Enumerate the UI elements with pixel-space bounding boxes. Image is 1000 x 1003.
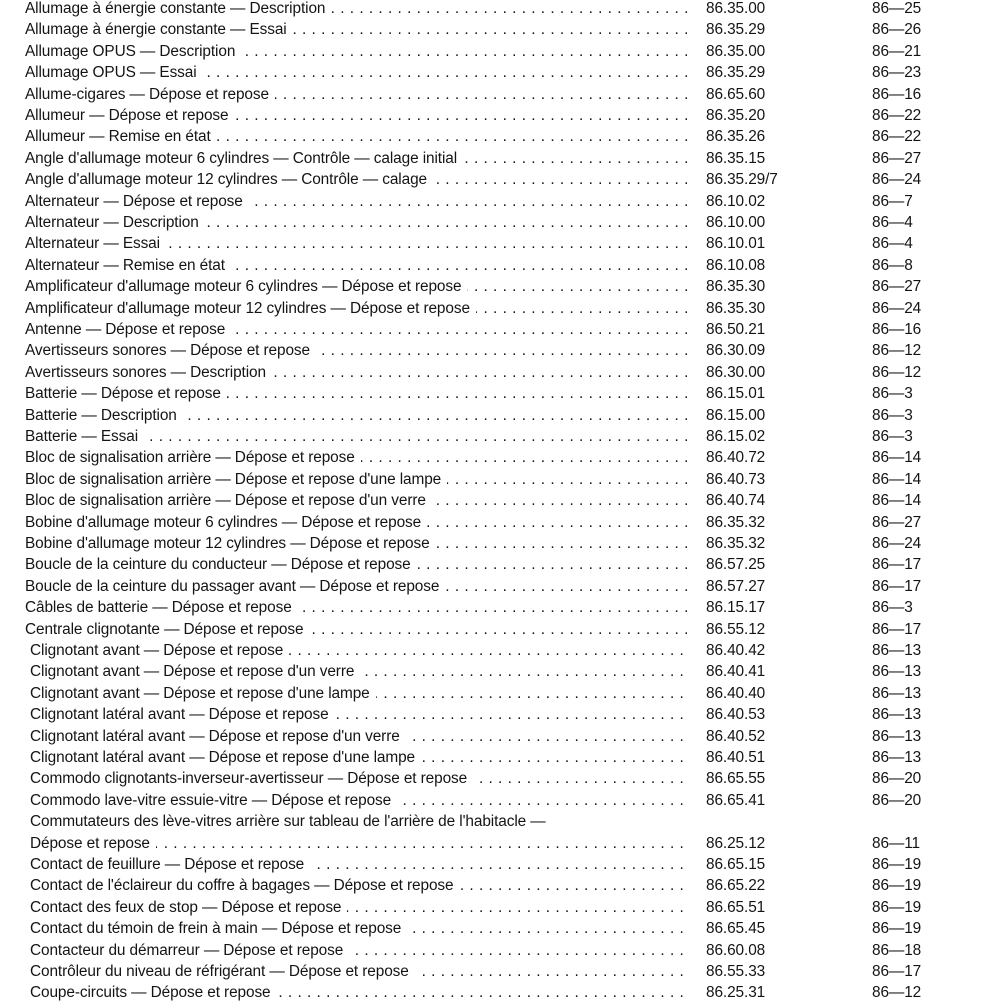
index-entry [0,340,1000,361]
operation-code: 86.40.41 [706,663,766,681]
operation-code: 86.35.32 [706,513,766,531]
page-reference: 86—24 [872,535,922,552]
entry-title-text: Allumage à énergie constante — Essai [25,21,293,38]
operation-code: 86.65.15 [706,856,766,873]
index-entry [0,169,1000,190]
entry-title-text: Allumage à énergie constante — Description [25,0,331,17]
operation-code: 86.15.17 [706,599,766,617]
entry-title-text: Boucle de la ceinture du passager avant — Dépose et repose [25,578,445,595]
entry-title-text: Alternateur — Remise en état [25,257,231,274]
operation-code: 86.35.32 [706,535,766,552]
entry-title [30,833,688,854]
entry-title-text: Câbles de batterie — Dépose et repose [25,599,298,616]
operation-code: 86.55.33 [706,963,766,980]
entry-title-text: Alternateur — Essai [25,235,166,252]
entry-title [30,875,688,896]
entry-title-text: Amplificateur d'allumage moteur 12 cylindres — Dépose et repose [25,300,476,317]
index-entry [0,126,1000,147]
entry-title [30,747,688,768]
entry-title [25,255,688,276]
entry-title-text: Bobine d'allumage moteur 12 cylindres — Dépose et repose [25,535,436,552]
page-reference: 86—13 [872,727,922,745]
page-reference: 86—20 [872,791,922,809]
operation-code: 86.65.41 [706,791,766,809]
page-reference: 86—13 [872,663,922,681]
index-entry [0,405,1000,426]
operation-code: 86.40.73 [706,470,766,488]
entry-title-text: Bloc de signalisation arrière — Dépose et repose d'un verre [25,492,432,509]
operation-code: 86.65.55 [706,770,766,788]
entry-title-text: Clignotant latéral avant — Dépose et repose [30,706,335,723]
entry-title [25,597,688,618]
index-entry [0,661,1000,682]
operation-code: 86.40.42 [706,642,766,659]
index-entry [0,576,1000,597]
entry-title-text: Amplificateur d'allumage moteur 6 cylindres — Dépose et repose [25,278,467,295]
index-entry [0,62,1000,83]
entry-title-text: Commodo lave-vitre essuie-vitre — Dépose et repose [30,792,397,809]
entry-title-text: Coupe-circuits — Dépose et repose [30,984,277,1001]
entry-title [25,533,688,554]
index-entry [0,490,1000,511]
entry-title-text: Commutateurs des lève-vitres arrière sur tableau de l'arrière de l'habitacle — [30,813,552,830]
entry-title-text: Batterie — Description [25,407,183,424]
page-reference: 86—3 [872,599,913,617]
entry-title [25,276,688,297]
page-reference: 86—14 [872,449,922,467]
index-entry [0,640,1000,661]
page-reference: 86—3 [872,428,913,445]
entry-title [25,126,688,147]
entry-title [25,554,688,575]
operation-code: 86.35.00 [706,0,766,17]
operation-code: 86.55.12 [706,620,766,638]
operation-code: 86.65.51 [706,898,766,916]
page-reference: 86—7 [872,192,913,210]
index-entry [0,469,1000,490]
operation-code: 86.15.02 [706,428,766,445]
index-entry [0,918,1000,939]
page-reference: 86—21 [872,42,922,60]
entry-title [25,319,688,340]
index-entry [0,961,1000,982]
entry-title-text: Clignotant latéral avant — Dépose et repose d'un verre [30,728,406,745]
operation-code: 86.35.30 [706,299,766,317]
index-entry [0,683,1000,704]
index-entry [0,790,1000,811]
operation-code: 86.15.00 [706,406,766,424]
entry-title-text: Bobine d'allumage moteur 6 cylindres — Dépose et repose [25,514,427,531]
operation-code: 86.40.51 [706,749,766,766]
page-reference: 86—23 [872,64,922,82]
entry-title-text: Boucle de la ceinture du conducteur — Dépose et repose [25,556,417,573]
operation-code: 86.10.02 [706,192,766,210]
operation-code: 86.10.00 [706,214,766,231]
index-entry [0,255,1000,276]
entry-title-text: Contacteur du démarreur — Dépose et repose [30,942,349,959]
operation-code: 86.35.15 [706,149,766,167]
entry-title-text: Centrale clignotante — Dépose et repose [25,621,309,638]
operation-code: 86.57.25 [706,556,766,574]
index-entry [0,597,1000,618]
index-entry [0,148,1000,169]
page-reference: 86—19 [872,898,922,916]
page-reference: 86—27 [872,278,922,296]
page-reference: 86—19 [872,920,922,938]
entry-title [25,362,688,383]
page-reference: 86—16 [872,85,922,103]
page-reference: 86—12 [872,984,922,1002]
page-reference: 86—11 [872,834,920,852]
page-reference: 86—20 [872,770,922,788]
index-entry [0,619,1000,640]
index-entry [0,319,1000,340]
entry-title [25,212,688,233]
entry-title [25,105,688,126]
operation-code: 86.65.22 [706,877,766,895]
entry-title [30,683,688,704]
entry-title [30,661,688,682]
entry-title-text: Allumage OPUS — Essai [25,64,203,81]
operation-code: 86.40.72 [706,449,766,467]
page-reference: 86—27 [872,149,922,167]
entry-title [25,0,688,19]
page-reference: 86—17 [872,556,922,574]
page-reference: 86—24 [872,171,922,189]
index-entry [0,940,1000,961]
index-entry [0,19,1000,40]
index-entry [0,747,1000,768]
entry-title [25,576,688,597]
entry-title-text: Avertisseurs sonores — Description [25,364,272,381]
entry-title-text: Batterie — Dépose et repose [25,385,227,402]
entry-title [25,383,688,404]
entry-title-text: Contact des feux de stop — Dépose et repose [30,899,347,916]
operation-code: 86.57.27 [706,577,766,595]
page-reference: 86—4 [872,214,913,231]
entry-title [25,62,688,83]
index-entry [0,704,1000,725]
page-reference: 86—17 [872,577,922,595]
index-entry [0,726,1000,747]
entry-title [30,897,688,918]
page-reference: 86—13 [872,749,922,766]
entry-title-text: Bloc de signalisation arrière — Dépose et repose d'une lampe [25,471,447,488]
index-entry [0,897,1000,918]
entry-title [25,41,688,62]
index-entry [0,426,1000,447]
operation-code: 86.40.52 [706,727,766,745]
entry-title [30,790,688,811]
entry-title-text: Alternateur — Dépose et repose [25,193,249,210]
index-entry [0,512,1000,533]
page-reference: 86—19 [872,877,922,895]
index-entry [0,212,1000,233]
entry-title [30,854,688,875]
index-entry [0,533,1000,554]
page-reference: 86—16 [872,321,922,338]
entry-title [25,469,688,490]
entry-title [30,768,688,789]
index-entry [0,105,1000,126]
index-entry [0,84,1000,105]
page-reference: 86—3 [872,406,913,424]
operation-code: 86.35.30 [706,278,766,296]
entry-title [25,19,688,40]
page-reference: 86—12 [872,342,922,360]
entry-title-text: Batterie — Essai [25,428,144,445]
page-reference: 86—26 [872,21,922,39]
entry-title-text: Allume-cigares — Dépose et repose [25,86,275,103]
index-entry [0,554,1000,575]
page-reference: 86—14 [872,492,922,510]
index-entry [0,811,1000,832]
operation-code: 86.50.21 [706,321,766,338]
index-entry [0,875,1000,896]
entry-title-text: Alternateur — Description [25,214,205,231]
index-entry [0,854,1000,875]
entry-title [30,940,688,961]
operation-code: 86.25.12 [706,834,766,852]
operation-code: 86.35.20 [706,107,766,124]
page-reference: 86—24 [872,299,922,317]
entry-title-text: Clignotant avant — Dépose et repose d'un verre [30,663,360,680]
page-reference: 86—3 [872,385,913,403]
entry-title-text: Commodo clignotants-inverseur-avertisseur — Dépose et repose [30,770,473,787]
operation-code: 86.25.31 [706,984,766,1002]
entry-title [30,704,688,725]
entry-title [30,726,688,747]
entry-title-text: Allumage OPUS — Description [25,43,241,60]
index-entry [0,768,1000,789]
entry-title [25,148,688,169]
page-reference: 86—13 [872,642,922,659]
entry-title-text: Allumeur — Remise en état [25,128,217,145]
page-reference: 86—14 [872,470,922,488]
operation-code: 86.10.01 [706,235,766,253]
index-entry [0,298,1000,319]
index-entry [0,276,1000,297]
page-reference: 86—4 [872,235,913,253]
page-reference: 86—13 [872,684,922,702]
entry-title [25,169,688,190]
entry-title [25,84,688,105]
operation-code: 86.65.60 [706,85,766,103]
operation-code: 86.35.29 [706,64,766,82]
entry-title-text: Allumeur — Dépose et repose [25,107,234,124]
entry-title-text: Contact du témoin de frein à main — Dépose et repose [30,920,407,937]
index-entry [0,41,1000,62]
entry-title [25,340,688,361]
entry-title [25,405,688,426]
page-reference: 86—22 [872,107,922,124]
entry-title-text: Antenne — Dépose et repose [25,321,231,338]
entry-title [30,961,688,982]
entry-title-text: Dépose et repose [30,835,156,852]
index-entry [0,447,1000,468]
entry-title [25,191,688,212]
index-entry [0,362,1000,383]
entry-title-text: Avertisseurs sonores — Dépose et repose [25,342,316,359]
index-entry [0,191,1000,212]
index-entry [0,233,1000,254]
page-reference: 86—13 [872,706,922,724]
operation-code: 86.40.53 [706,706,766,724]
entry-title-text: Clignotant avant — Dépose et repose [30,642,289,659]
entry-title [25,426,688,447]
entry-title-text: Clignotant latéral avant — Dépose et repose d'une lampe [30,749,421,766]
entry-title [30,918,688,939]
operation-code: 86.35.26 [706,128,766,146]
page-reference: 86—18 [872,941,922,959]
entry-title [25,619,688,640]
operation-code: 86.30.00 [706,363,766,381]
page-reference: 86—19 [872,856,922,873]
operation-code: 86.10.08 [706,256,766,274]
operation-code: 86.60.08 [706,941,766,959]
entry-title-text: Angle d'allumage moteur 6 cylindres — Contrôle — calage initial [25,150,463,167]
page-reference: 86—12 [872,363,922,381]
page-reference: 86—17 [872,963,922,980]
operation-code: 86.35.29 [706,21,766,39]
operation-code: 86.40.40 [706,684,766,702]
entry-title-text: Contact de feuillure — Dépose et repose [30,856,310,873]
entry-title-text: Angle d'allumage moteur 12 cylindres — Contrôle — calage [25,171,433,188]
entry-title [25,512,688,533]
operation-code: 86.35.29/7 [706,171,778,189]
operation-code: 86.65.45 [706,920,766,938]
operation-code: 86.40.74 [706,492,766,510]
page-reference: 86—17 [872,620,922,638]
operation-code: 86.35.00 [706,42,766,60]
entry-title [25,447,688,468]
entry-title [30,640,688,661]
index-entry [0,0,1000,19]
operation-code: 86.30.09 [706,342,766,360]
entry-title [25,233,688,254]
entry-title-text: Contrôleur du niveau de réfrigérant — Dépose et repose [30,963,415,980]
entry-title [30,811,688,832]
index-entry [0,833,1000,854]
entry-title [25,298,688,319]
entry-title [25,490,688,511]
page-reference: 86—8 [872,256,913,274]
entry-title-text: Contact de l'éclaireur du coffre à bagages — Dépose et repose [30,877,459,894]
entry-title-text: Clignotant avant — Dépose et repose d'une lampe [30,685,376,702]
page-reference: 86—27 [872,513,922,531]
operation-code: 86.15.01 [706,385,766,403]
entry-title-text: Bloc de signalisation arrière — Dépose et repose [25,449,361,466]
page-reference: 86—22 [872,128,922,146]
page-reference: 86—25 [872,0,922,17]
index-entry [0,383,1000,404]
